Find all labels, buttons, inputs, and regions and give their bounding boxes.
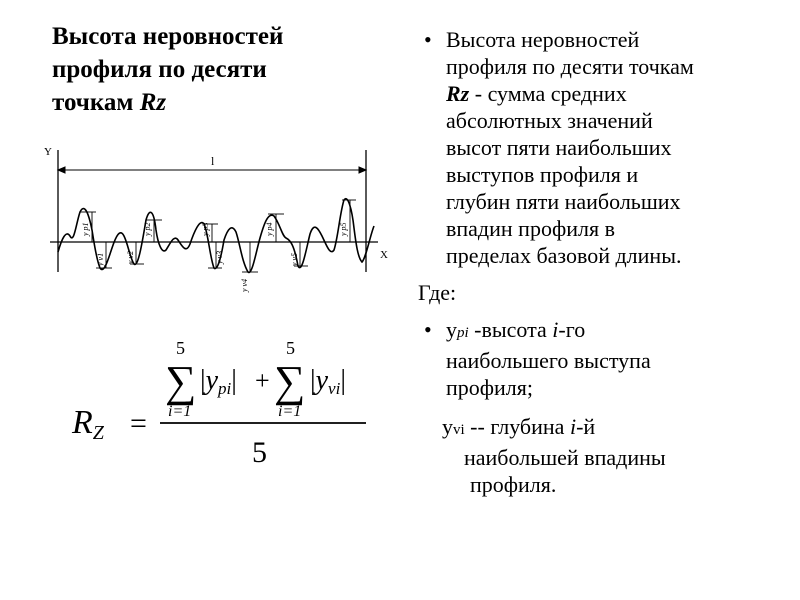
- svg-text:RZ: [71, 404, 105, 444]
- definition-line-6: выступов профиля и: [446, 162, 639, 187]
- valley-label-2: y v2: [126, 250, 135, 264]
- valley-label-1: y v1: [96, 252, 105, 266]
- definition-line-1: • Высота неровностей: [446, 27, 640, 52]
- peak-label-5: y p5: [339, 222, 348, 236]
- definition-line-9: пределах базовой длины.: [446, 243, 682, 268]
- peak-text-b: -го: [558, 317, 586, 342]
- definition-line-7: глубин пяти наибольших: [446, 189, 681, 214]
- svg-text:|ypi|: |ypi|: [200, 365, 237, 398]
- valley-label-4: y v4: [240, 278, 249, 292]
- peak-label-2: y p2: [143, 222, 152, 236]
- title-line-1: Высота неровностей: [52, 23, 284, 50]
- axis-y-label: Y: [44, 146, 52, 158]
- valley-index: i: [569, 414, 577, 439]
- term1-var: y: [205, 365, 219, 396]
- valley-text-b: -й: [576, 414, 596, 439]
- peak-item-line-2: наибольшего выступа: [446, 348, 651, 373]
- surface-profile-diagram: [36, 140, 398, 305]
- term2-var: y: [315, 365, 329, 396]
- base-length-label: l: [211, 154, 215, 168]
- definition-line-4: абсолютных значений: [446, 108, 653, 133]
- sum1-sigma: ∑: [165, 357, 197, 406]
- peak-text-a: -высота: [468, 317, 553, 342]
- peak-index: i: [552, 317, 559, 342]
- peak-item-line-3: профиля;: [446, 375, 534, 400]
- title-line-3: [52, 86, 382, 119]
- peak-labels: [81, 222, 348, 237]
- axis-x-label: X: [380, 249, 388, 261]
- valley-item: [418, 413, 778, 498]
- sum2-lower: i=1: [278, 403, 302, 420]
- sum1-upper: 5: [176, 338, 185, 358]
- title-symbol-rz: Rz: [139, 89, 167, 116]
- formula-plus: +: [255, 366, 270, 395]
- formula-lhs: R: [72, 404, 93, 441]
- title-line-3-prefix: точкам: [52, 89, 140, 116]
- title-line-2: профиля по десяти: [52, 56, 267, 83]
- term1-sub: pi: [218, 379, 232, 398]
- definition-line-2: профиля по десяти точкам: [446, 54, 694, 79]
- svg-text:|yvi|: |yvi|: [310, 365, 346, 398]
- valley-labels: [96, 251, 299, 293]
- formula-lhs-sub: Z: [92, 422, 104, 444]
- valley-text-a: -- глубина: [464, 414, 570, 439]
- valley-item-line-1: [442, 413, 778, 444]
- peak-symbol-sub: pi: [457, 325, 469, 341]
- valley-item-line-2: наибольшей впадины: [464, 445, 666, 470]
- formula-equals: =: [130, 407, 147, 440]
- valley-symbol-sub: vi: [453, 422, 465, 438]
- peak-dimensions: [80, 200, 356, 242]
- definition-column: [418, 26, 778, 498]
- definition-line-3-text: - сумма средних: [469, 81, 627, 106]
- definition-line-5: высот пяти наибольших: [446, 135, 672, 160]
- definition-line-3: [446, 80, 778, 107]
- sum2-sigma: ∑: [274, 357, 306, 406]
- peak-symbol: y: [446, 317, 457, 342]
- slide-title: [52, 20, 382, 119]
- sum2-upper: 5: [286, 338, 295, 358]
- definition-line-8: впадин профиля в: [446, 216, 615, 241]
- sum1-lower: i=1: [168, 403, 192, 420]
- valley-item-line-3: профиля.: [470, 472, 557, 497]
- definition-bullet: [418, 26, 778, 269]
- where-label: Где:: [418, 280, 457, 305]
- valley-label-3: y v3: [215, 250, 224, 264]
- peak-label-1: y p1: [81, 222, 90, 236]
- rz-formula: [70, 330, 390, 480]
- valley-symbol: y: [442, 414, 453, 439]
- peak-item: [418, 316, 778, 401]
- formula-denominator: 5: [252, 436, 267, 469]
- definition-symbol-rz: Rz: [446, 81, 470, 106]
- peak-label-3: y p3: [201, 222, 210, 236]
- valley-label-5: y v5: [290, 252, 299, 266]
- peak-item-line-1: [446, 316, 778, 347]
- term2-sub: vi: [328, 379, 341, 398]
- peak-label-4: y p4: [265, 222, 274, 236]
